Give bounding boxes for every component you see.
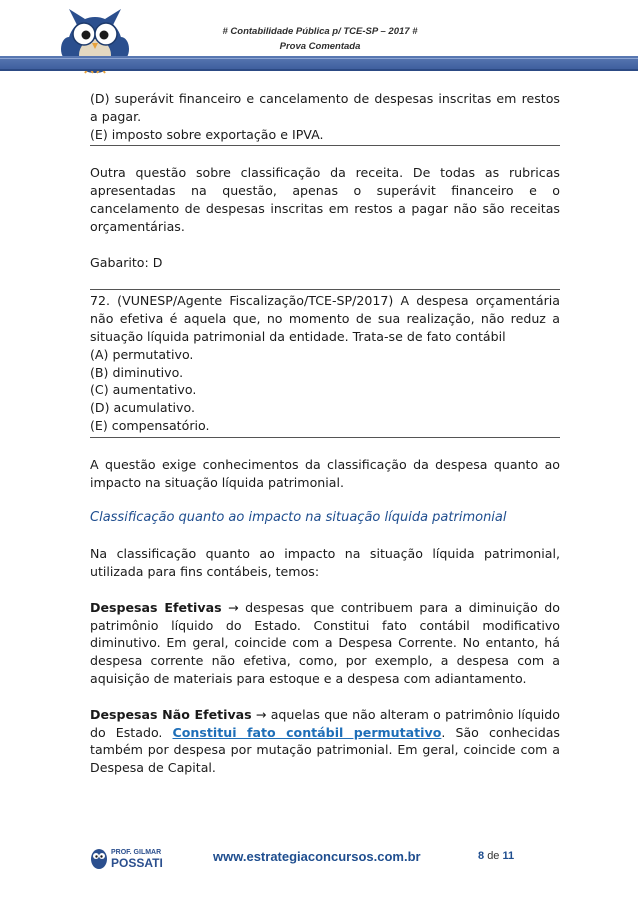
question-statement: 72. (VUNESP/Agente Fiscalização/TCE-SP/2017) A despesa orçamentária não efetiva é aquela que, no momento de sua realização, não reduz a situação líquida patrimonial da entidade. Trata-se de fato contábil <box>90 293 560 344</box>
question-option: (B) diminutivo. <box>90 364 184 380</box>
term-nao-efetivas: Despesas Não Efetivas <box>90 706 252 722</box>
page-sep: de <box>487 850 500 862</box>
question-option: (C) aumentativo. <box>90 382 197 398</box>
comment-paragraph: A questão exige conhecimentos da classificação da despesa quanto ao impacto na situação líquida patrimonial. <box>90 456 560 490</box>
option-d: (D) superávit financeiro e cancelamento de despesas inscritas em restos a pagar. <box>90 91 560 124</box>
comment-paragraph: Outra questão sobre classificação da receita. De todas as rubricas apresentadas na questão, apenas o superávit financeiro e o cancelamento de despesas inscritas em restos a pagar não são receitas orçamentárias. <box>90 165 560 234</box>
footer-logo <box>90 843 170 873</box>
answer-key: Gabarito: D <box>90 254 163 270</box>
logo-line-1: PROF. GILMAR <box>111 849 162 856</box>
header-title: # Contabilidade Pública p/ TCE-SP – 2017 # <box>222 26 418 37</box>
nao-efetivas-text: aquelas que não alteram o patrimônio líquido do Estado. <box>90 706 560 740</box>
arrow: → <box>221 599 246 615</box>
nao-efetivas-paragraph <box>90 706 560 777</box>
footer-url[interactable]: www.estrategiaconcursos.com.br <box>213 849 421 864</box>
question-option: (A) permutativo. <box>90 346 194 362</box>
header-subtitle: Prova Comentada <box>279 41 361 52</box>
highlight-permutativo: Constitui fato contábil permutativo <box>172 724 442 740</box>
page-current: 8 <box>478 850 485 862</box>
question-option: (E) compensatório. <box>90 417 210 433</box>
page-total: 11 <box>502 850 515 862</box>
header-bar <box>0 56 638 71</box>
logo-line-2: POSSATI <box>111 856 163 870</box>
efetivas-text: despesas que contribuem para a diminuição do patrimônio líquido do Estado. Constitui fato contábil modificativo diminutivo. Em geral, coincide com a Despesa Corrente. No entanto, há despesa corrente não efetiva, como, por exemplo, a despesa com a aquisição de materiais para estoque e a despesa com adiantamento. <box>90 599 560 686</box>
page-content <box>90 90 560 777</box>
page-number <box>478 850 514 862</box>
intro-paragraph: Na classificação quanto ao impacto na situação líquida patrimonial, utilizada para fins contábeis, temos: <box>90 546 560 579</box>
arrow: → <box>251 706 271 722</box>
nao-efetivas-text-2: . São conhecidas também por despesa por mutação patrimonial. Em geral, coincide com a Despesa de Capital. <box>90 724 560 776</box>
option-e: (E) imposto sobre exportação e IPVA. <box>90 126 324 142</box>
question-72 <box>90 289 560 437</box>
question-71-tail <box>90 90 560 146</box>
section-heading: Classificação quanto ao impacto na situação líquida patrimonial <box>90 510 507 526</box>
question-option: (D) acumulativo. <box>90 400 195 416</box>
term-efetivas: Despesas Efetivas <box>90 599 222 615</box>
efetivas-paragraph <box>90 599 560 688</box>
